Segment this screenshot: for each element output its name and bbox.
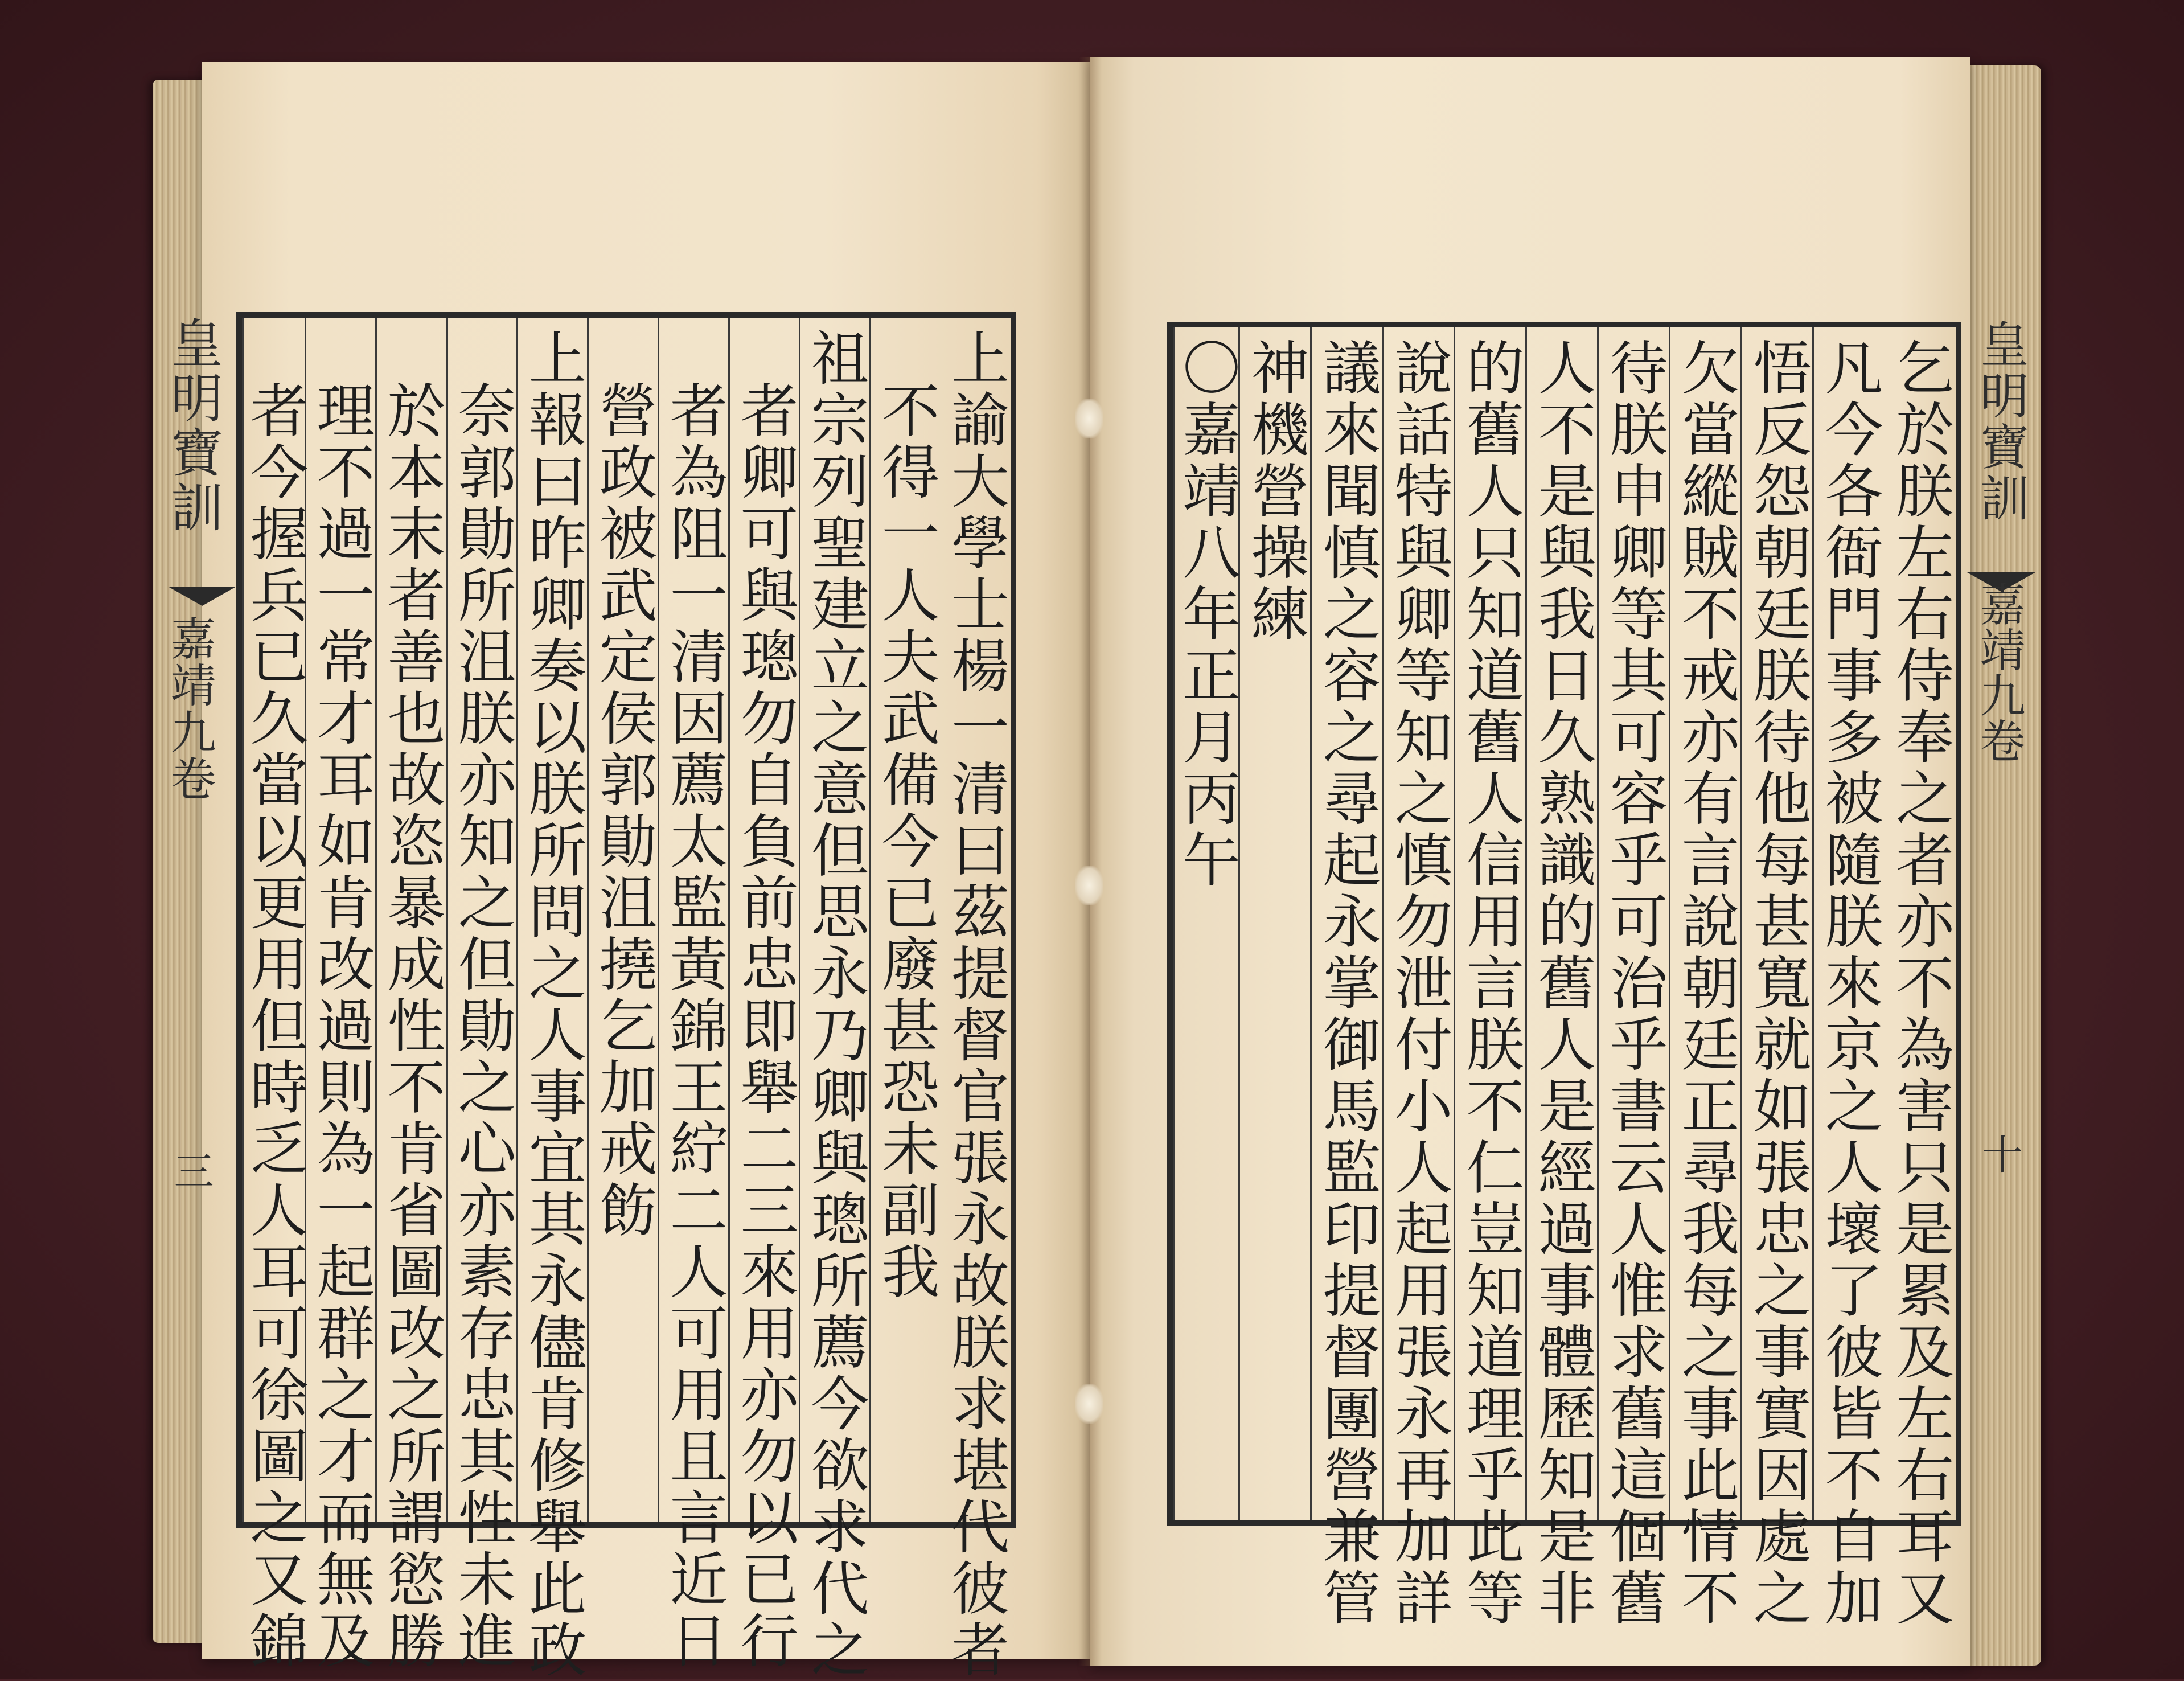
column-text: 乞於朕左右侍奉之者亦不為害只是累及左右耳又 <box>1886 338 1954 1629</box>
text-column <box>446 318 516 1672</box>
fishtail-mark-icon <box>168 587 236 606</box>
column-text: 的舊人只知道舊人信用言朕不仁豈知道理乎此等 <box>1456 338 1525 1629</box>
column-text: 待朕申卿等其可容乎可治乎書云人惟求舊這個舊 <box>1600 338 1668 1629</box>
right-margin-reign: 嘉靖九卷 <box>1972 581 2025 763</box>
book-gutter <box>1079 57 1102 1666</box>
right-margin-title: 皇明寶訓 <box>1972 319 2029 524</box>
text-column <box>799 318 869 1681</box>
text-column <box>869 318 940 1522</box>
column-text: 說話特與卿等知之慎勿泄付小人起用張永再加詳 <box>1385 338 1453 1629</box>
text-column <box>240 318 309 1672</box>
binding-thread <box>1075 399 1103 438</box>
left-margin-reign: 嘉靖九卷 <box>163 615 216 802</box>
column-text: 於本末者善也故恣暴成性不肯省圖改之所謂慾勝 <box>377 380 446 1672</box>
text-column <box>375 318 446 1672</box>
column-text: 者為阻一清因薦太監黃錦王紵二人可用且言近日 <box>660 380 728 1672</box>
column-text: 祖宗列聖建立之意但思永乃卿與璁所薦今欲求代之 <box>801 328 869 1681</box>
text-column <box>587 318 658 1522</box>
text-column <box>1525 327 1597 1629</box>
text-column <box>1884 327 1956 1629</box>
text-column <box>516 318 587 1681</box>
text-column <box>1812 327 1884 1629</box>
text-column <box>1454 327 1525 1629</box>
text-column <box>658 318 728 1672</box>
column-text: 議來聞慎之容之尋起永掌御馬監印提督團營兼管 <box>1313 338 1381 1629</box>
column-text: 理不過一常才耳如肯改過則為一起群之才而無及 <box>307 380 375 1672</box>
text-column <box>728 318 799 1672</box>
left-margin-title: 皇明寶訓 <box>162 316 223 535</box>
column-text: 者卿可與璁勿自負前忠即舉二三來用亦勿以已行 <box>730 380 799 1672</box>
text-column <box>1597 327 1669 1629</box>
column-text: 〇嘉靖八年正月丙午 <box>1173 338 1241 891</box>
right-text-block <box>1167 322 1961 1629</box>
right-margin-folio: 十 <box>1975 1133 2023 1174</box>
text-column <box>940 318 1011 1681</box>
column-text: 人不是與我日久熟識的舊人是經過事體歷知是非 <box>1528 338 1596 1629</box>
column-text: 者今握兵已久當以更用但時乏人耳可徐圖之又錦 <box>240 380 309 1672</box>
text-column <box>1238 327 1310 1520</box>
left-margin-folio: 三 <box>167 1150 214 1190</box>
text-column <box>305 318 375 1672</box>
left-text-block <box>236 312 1016 1681</box>
column-text: 悟反怨朝廷朕待他每甚寬就如張忠之事實因處之 <box>1743 338 1812 1629</box>
text-column <box>1382 327 1454 1629</box>
column-text: 上報曰昨卿奏以朕所問之人事宜其永儘肯修舉此政 <box>519 328 587 1681</box>
column-text: 神機營操練 <box>1241 338 1309 645</box>
column-text: 不得一人夫武備今已廢甚恐未副我 <box>872 380 940 1303</box>
text-column <box>1740 327 1812 1629</box>
column-text: 營政被武定侯郭勛沮撓乞加戒飭 <box>589 380 658 1241</box>
column-text: 欠當縱賊不戒亦有言說朝廷正尋我每之事此情不 <box>1672 338 1740 1629</box>
column-text: 奈郭勛所沮朕亦知之但勛之心亦素存忠其性未進 <box>448 380 516 1672</box>
text-column <box>1173 327 1241 1520</box>
column-text: 凡今各衙門事多被隨朕來京之人壞了彼皆不自加 <box>1815 338 1883 1629</box>
column-text: 上諭大學士楊一清曰茲提督官張永故朕求堪代彼者 <box>942 328 1009 1681</box>
binding-thread <box>1075 1384 1103 1424</box>
text-column <box>1310 327 1382 1629</box>
right-page-stack-edge <box>1961 65 2041 1666</box>
binding-thread <box>1075 866 1103 905</box>
text-column <box>1669 327 1740 1629</box>
